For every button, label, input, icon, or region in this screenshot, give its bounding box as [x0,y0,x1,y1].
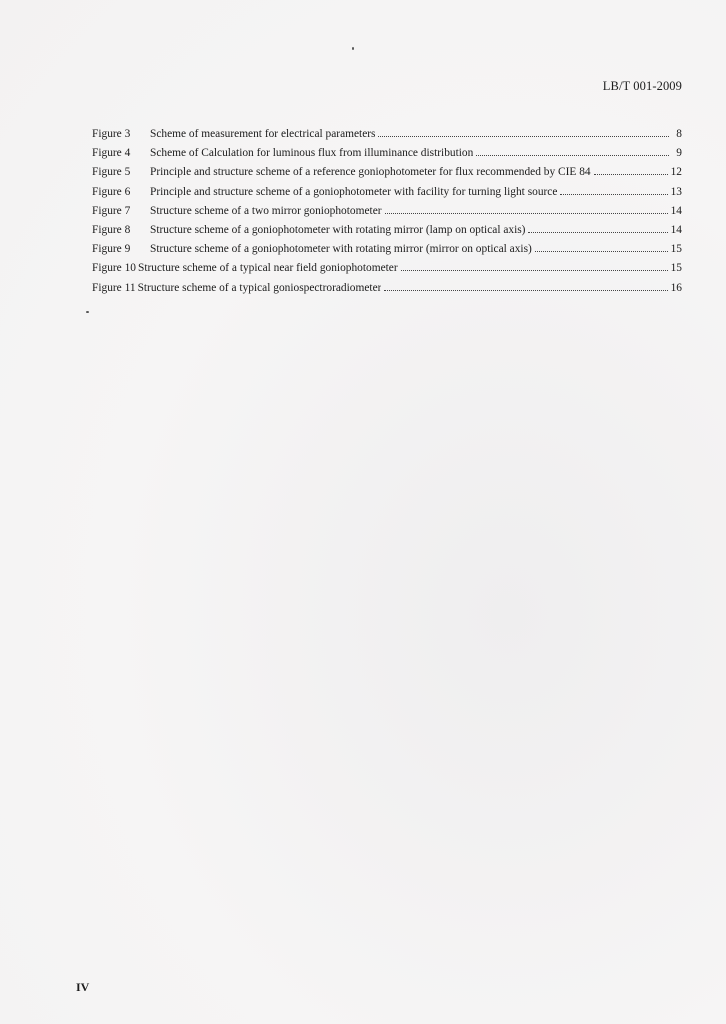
figure-title: Principle and structure scheme of a reference goniophotometer for flux recommended by CIE 84 [150,166,591,179]
figure-title: Structure scheme of a typical near field goniophotometer [137,262,398,275]
scan-speck [86,311,89,313]
dot-leader [385,204,668,214]
dot-leader [560,185,667,195]
document-code: LB/T 001-2009 [602,79,682,93]
toc-entry[interactable] [92,221,682,240]
toc-entry[interactable] [92,144,682,163]
toc-entry[interactable] [92,202,682,221]
page-number: 12 [670,166,682,179]
toc-entry[interactable] [92,259,682,278]
toc-entry[interactable] [92,279,682,298]
page-number: 9 [676,147,682,160]
figure-label: Figure 8 [92,223,131,236]
page-number: 13 [670,185,682,198]
dot-leader [401,261,668,271]
page-number: 14 [670,223,682,236]
figure-title: Structure scheme of a typical goniospectroradiometer [137,281,382,294]
figure-label: Figure 3 [92,128,131,140]
toc-entry[interactable] [92,125,682,144]
list-of-figures [92,125,682,298]
figure-label: Figure 9 [92,243,131,256]
dot-leader [594,165,668,175]
dot-leader [476,146,669,156]
page-number: 14 [670,204,682,217]
figure-title: Structure scheme of a two mirror goniophotometer [150,204,382,217]
figure-title: Structure scheme of a goniophotometer with rotating mirror (mirror on optical axis) [150,243,532,256]
figure-label: Figure 7 [92,204,131,217]
figure-label: Figure 6 [92,185,131,198]
page-number: 16 [670,281,682,294]
toc-entry[interactable] [92,183,682,202]
figure-title: Scheme of measurement for electrical parameters [150,128,376,140]
figure-label: Figure 10 [92,262,136,275]
figure-title: Structure scheme of a goniophotometer with rotating mirror (lamp on optical axis) [150,223,526,236]
page-number: 8 [676,128,682,140]
toc-entry[interactable] [92,240,682,259]
toc-entry[interactable] [92,163,682,182]
figure-label: Figure 4 [92,147,131,160]
dot-leader [528,223,667,233]
dot-leader [384,281,667,291]
page-number: 15 [670,262,682,275]
page-number: 15 [670,243,682,256]
page-folio: IV [76,980,90,994]
figure-label: Figure 11 [92,281,136,294]
figure-label: Figure 5 [92,166,131,179]
figure-title: Principle and structure scheme of a goniophotometer with facility for turning light source [150,185,558,198]
dot-leader [378,127,669,137]
scan-speck [352,47,354,50]
figure-title: Scheme of Calculation for luminous flux from illuminance distribution [150,147,474,160]
dot-leader [535,242,668,252]
